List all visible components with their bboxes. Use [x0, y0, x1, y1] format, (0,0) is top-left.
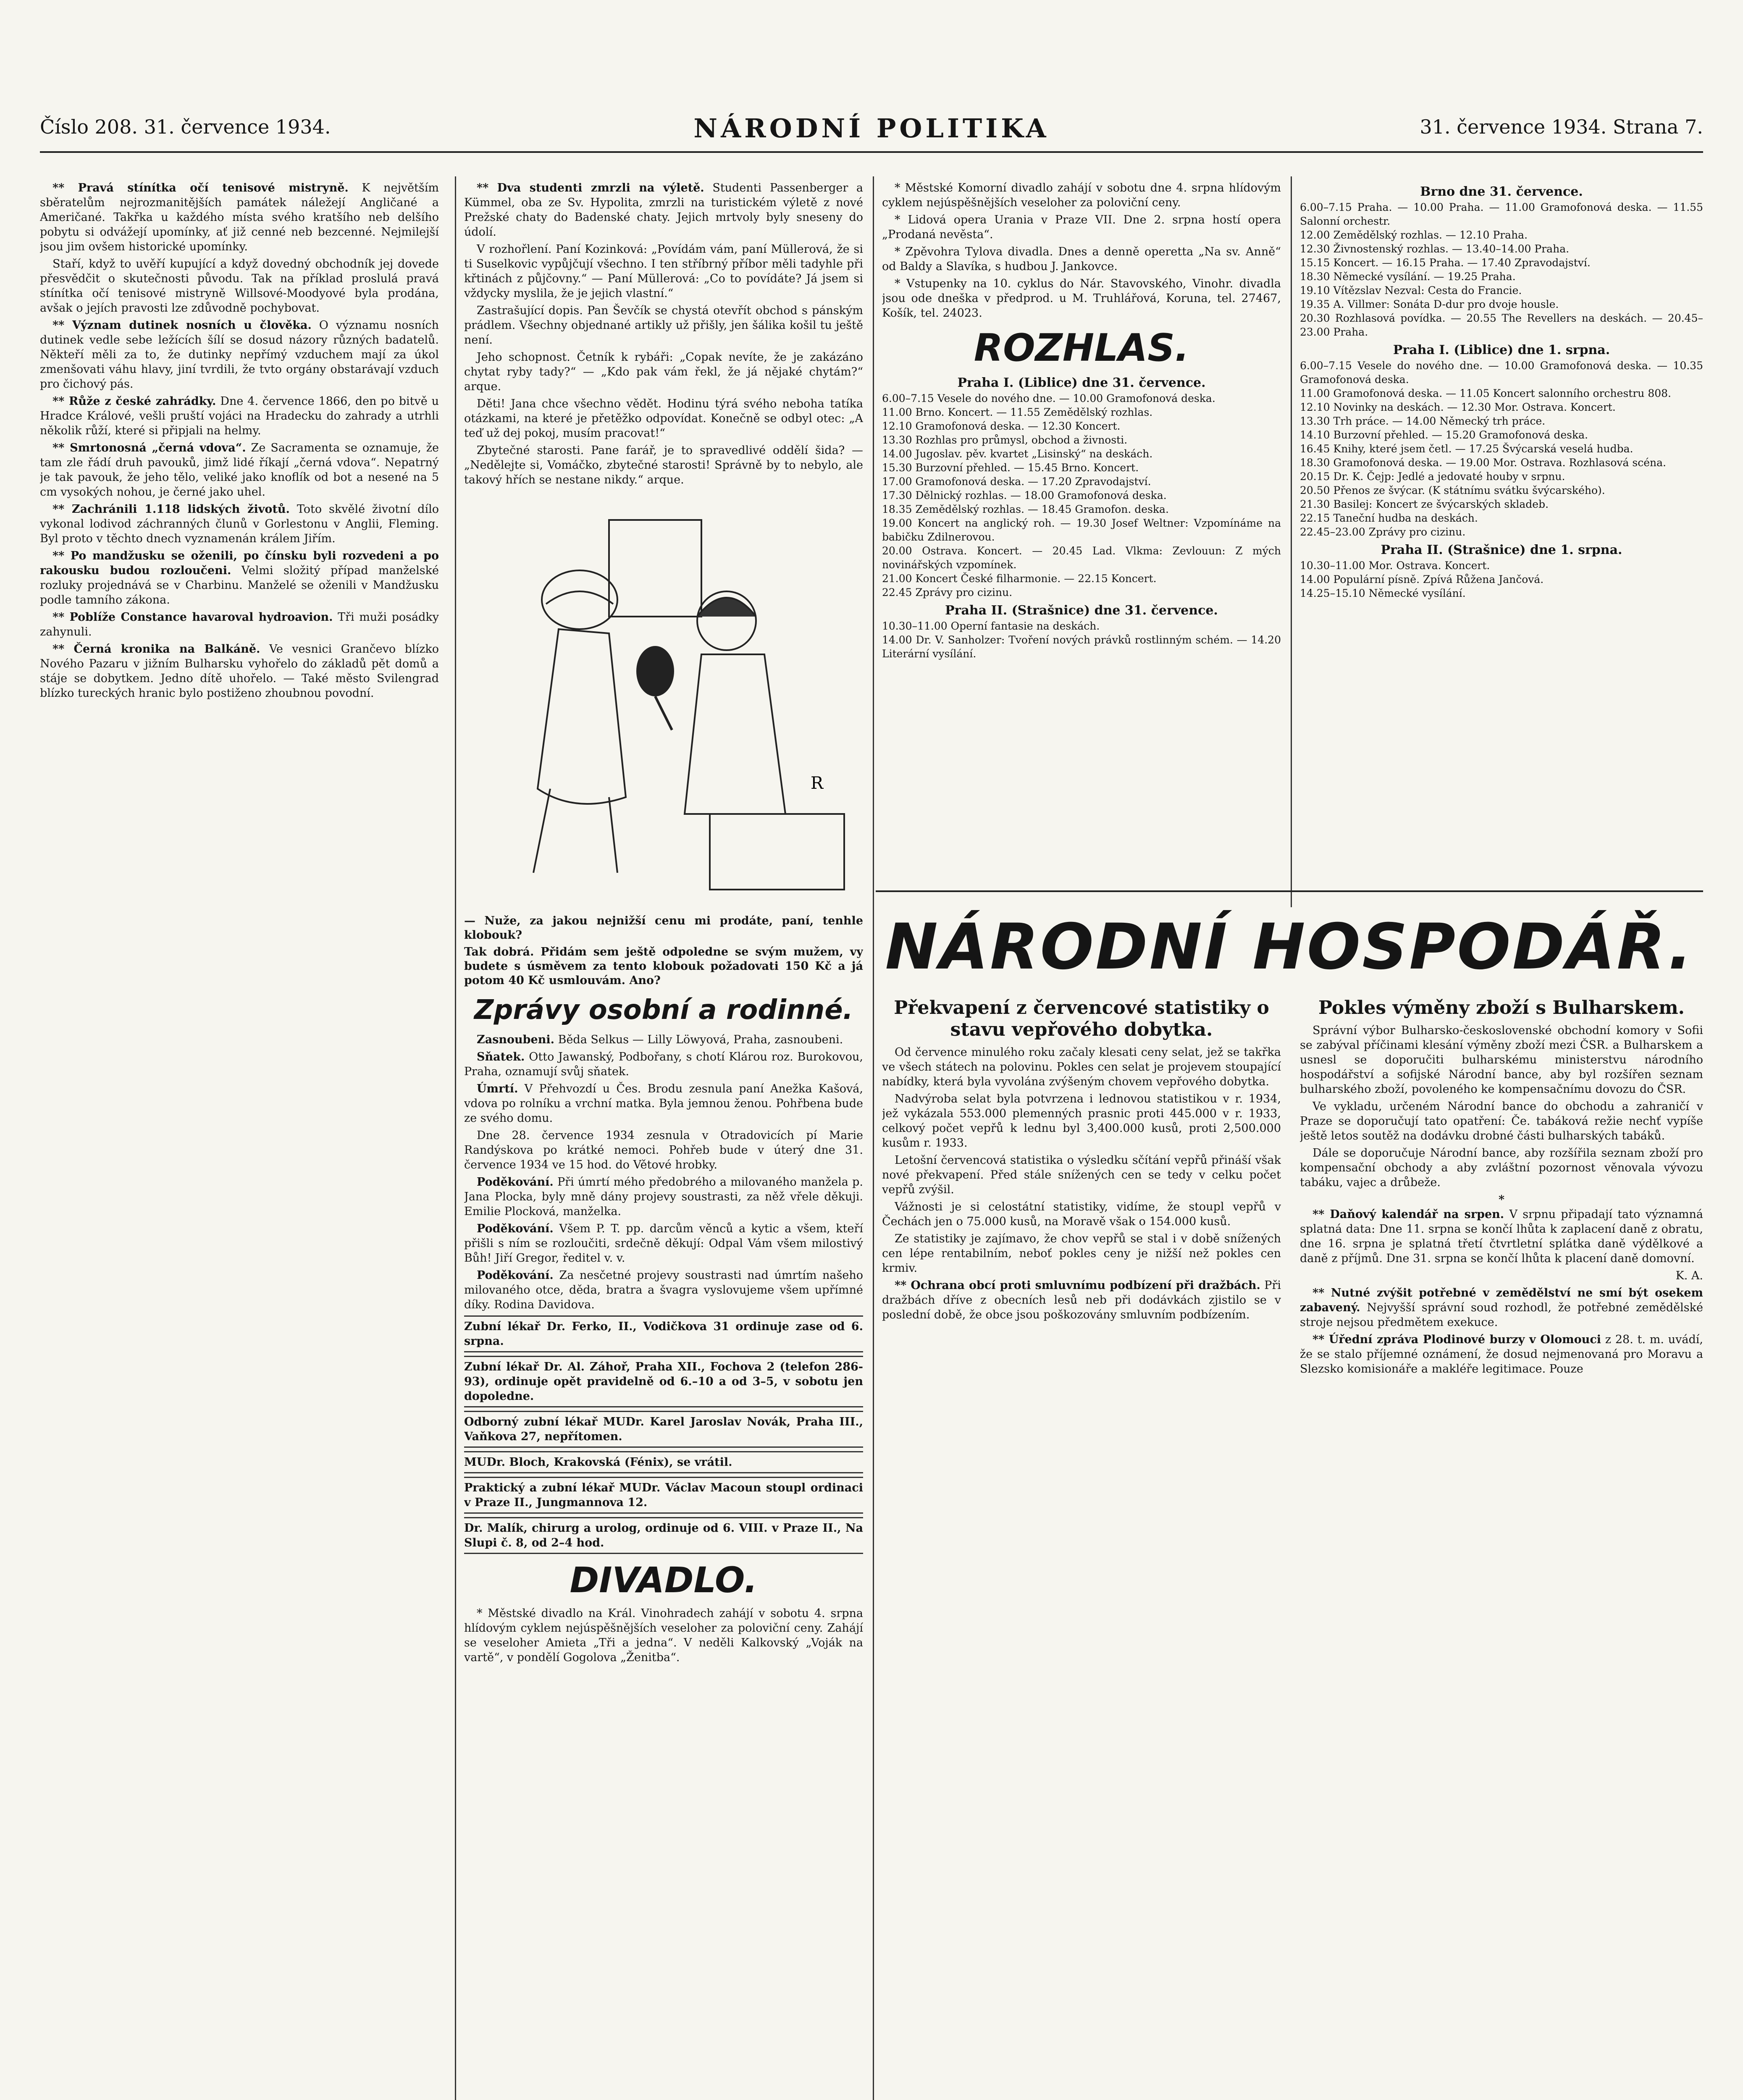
- newspaper-page: [40, 25, 1703, 2100]
- news-item: [40, 642, 439, 701]
- news-item: [40, 610, 439, 639]
- radio-program-item: 6.00–7.15 Vesele do nového dne. — 10.00 Gramofonová deska. — 10.35 Gramofonová deska.: [1300, 360, 1703, 386]
- radio-program-item: 17.00 Gramofonová deska. — 17.20 Zpravodajství.: [882, 475, 1151, 488]
- radio-program-item: 18.30 Gramofonová deska. — 19.00 Mor. Ostrava. Rozhlasová scéna.: [1300, 457, 1666, 469]
- news-item-text: Studenti Passenberger a Kümmel, oba ze Sv. Hypolita, zmrzli na turistickém výletě z nové Prežské chaty do Badenské chaty. Jejich mrtvoly byly sneseny do údolí.: [464, 181, 863, 239]
- radio-program-item: 12.00 Zemědělský rozhlas. — 12.10 Praha.: [1300, 229, 1528, 241]
- news-item-heading: ** Pravá stínítka očí tenisové mistryně.: [52, 181, 349, 194]
- personal-notice: [464, 1128, 863, 1172]
- radio-program-item: 22.45–23.00 Zprávy pro cizinu.: [1300, 526, 1466, 538]
- radio-program-item: 14.00 Dr. V. Sanholzer: Tvoření nových právků rostlinným schém. — 14.20 Literární vysílání.: [882, 634, 1281, 660]
- radio-program-item: 15.15 Koncert. — 16.15 Praha. — 17.40 Zpravodajství.: [1300, 257, 1591, 269]
- theatre-text: * Městské divadlo na Král. Vinohradech zahájí v sobotu 4. srpna hlídovým cyklem nejúspěšnějších veseloher za poloviční ceny. Zahájí se veseloher Amieta „Tři a jedna“. V neděli Kalkovský „Voják na vartě“, v pondělí Gogolova „Ženitba“.: [464, 1607, 863, 1664]
- doctor-notice: Dr. Malík, chirurg a urolog, ordinuje od 6. VIII. v Praze II., Na Slupi č. 8, od 2–4 hod.: [464, 1517, 863, 1554]
- doctor-notice: Zubní lékař Dr. Ferko, II., Vodičkova 31 ordinuje zase od 6. srpna.: [464, 1315, 863, 1352]
- personal-notice-heading: Poděkování.: [477, 1269, 554, 1282]
- separator: *: [1498, 1193, 1505, 1206]
- personal-notice-heading: Poděkování.: [477, 1222, 554, 1235]
- radio-program-item: 13.30 Trh práce. — 14.00 Německý trh práce.: [1300, 415, 1546, 427]
- newspaper-title: NÁRODNÍ POLITIKA: [693, 113, 1050, 144]
- personal-notice-heading: Zasnoubeni.: [477, 1033, 555, 1046]
- radio-program-item: 22.15 Taneční hudba na deskách.: [1300, 512, 1478, 524]
- radio-program-item: 12.10 Gramofonová deska. — 12.30 Koncert.: [882, 420, 1121, 432]
- column-divider: [873, 176, 874, 2100]
- news-item: [464, 443, 863, 487]
- news-item-text: Ze Sacramenta se oznamuje, že tam zle řádí druh pavouků, jimž lidé říkají „černá vdova“. Nepatrný je tak pavouk, že jeho tělo, veliké jako knoflík od bot a nesené na 5 cm vysokých nohou, je černé jako uhel.: [40, 441, 439, 499]
- personal-notice-text: Všem P. T. pp. darcům věnců a kytic a všem, kteří přišli s ním se rozloučiti, srdečně děkují: Odpal Vám všem milostivý Bůh! Jiří Gregor, ředitel v. v.: [464, 1222, 863, 1265]
- economy-column-right: [1300, 991, 1703, 2100]
- cartoon-ad: Tak dobrá. Přidám sem ještě odpoledne se svým mužem, vy budete s úsměvem za tento klobouk požadovati 150 Kč a já potom 40 Kč usmlouvám. Ano?: [464, 945, 863, 987]
- notice-heading: ** Úřední zpráva Plodinové burzy v Olomouci: [1312, 1333, 1601, 1346]
- personal-notice-text: V Přehvozdí u Čes. Brodu zesnula paní Anežka Kašová, vdova po rolníku a vrchní matka. Byla jemnou ženou. Pohřbena bude ze svého domu.: [464, 1082, 863, 1125]
- radio-program-item: 20.00 Ostrava. Koncert. — 20.45 Lad. Vlkma: Zevlouun: Z mých novinářských vzpomínek.: [882, 545, 1281, 571]
- calendar-sign: K. A.: [1675, 1269, 1703, 1282]
- radio-program-item: 16.45 Knihy, které jsem četl. — 17.25 Švýcarská veselá hudba.: [1300, 443, 1633, 455]
- cartoon-caption: — Nuže, za jakou nejnižší cenu mi prodáte, paní, tenhle klobouk?: [464, 914, 863, 942]
- news-item: [40, 441, 439, 499]
- farm-machinery-note: [1300, 1286, 1703, 1330]
- radio-program-item: 11.00 Gramofonová deska. — 11.05 Koncert salonního orchestru 808.: [1300, 387, 1671, 399]
- radio-title: ROZHLAS.: [974, 326, 1189, 370]
- radio-program-item: 11.00 Brno. Koncert. — 11.55 Zemědělský rozhlas.: [882, 406, 1153, 418]
- economy-title: NÁRODNÍ HOSPODÁŘ.: [885, 911, 1694, 984]
- news-item: [40, 549, 439, 607]
- cartoon-illustration: [475, 495, 853, 906]
- personal-notice: [464, 1050, 863, 1079]
- column-1: [40, 181, 439, 2100]
- news-item-text: V rozhořlení. Paní Kozinková: „Povídám vám, paní Müllerová, že si ti Suselkovic vypůjčují všechno. I ten stříbrný příbor měli tadyhle při křtinách z půjčovny.“ — Paní Müllerová: „Co to povídáte? Já jsem si vždycky myslila, že je jejich vlastní.“: [464, 243, 863, 300]
- economy-column-left: [882, 991, 1281, 2100]
- personal-notice: [464, 1221, 863, 1265]
- radio-program-item: 19.10 Vítězslav Nezval: Cesta do Francie.: [1300, 284, 1522, 297]
- svg-text:R: R: [811, 774, 824, 793]
- personal-notice-text: Dne 28. července 1934 zesnula v Otradovicích pí Marie Randýskova po krátké nemoci. Pohřeb bude v úterý dne 31. července 1934 ve 15 hod. do Větové hrobky.: [464, 1129, 863, 1171]
- radio-program-item: 20.30 Rozhlasová povídka. — 20.55 The Revellers na deskách. — 20.45–23.00 Praha.: [1300, 312, 1703, 338]
- notice-text: z 28. t. m. uvádí, že se stalo příjemné oznámení, že dosud nejmenovaná pro Moravu a Slezsko komisionáře a makléře legitimace. Pouze: [1300, 1333, 1703, 1376]
- notice-heading: ** Ochrana obcí proti smluvnímu podbízení při dražbách.: [895, 1279, 1260, 1292]
- radio-day-heading: Praha I. (Liblice) dne 31. července.: [957, 375, 1206, 390]
- news-item: [464, 303, 863, 347]
- notice-heading: ** Nutné zvýšit potřebné v zemědělství ne smí být osekem zabavený.: [1300, 1286, 1703, 1314]
- radio-program-item: 15.30 Burzovní přehled. — 15.45 Brno. Koncert.: [882, 462, 1139, 474]
- news-item-text: Zbytečné starosti. Pane farář, je to spravedlivé oddělí šida? — „Nedělejte si, Vomáčko, zbytečné starosti! Správně by to nebylo, ale takový hřích se nestane nikdy.“ arque.: [464, 444, 863, 486]
- radio-program-item: 22.45 Zprávy pro cizinu.: [882, 586, 1013, 598]
- economy-rule: [876, 890, 1703, 892]
- radio-program-item: 17.30 Dělnický rozhlas. — 18.00 Gramofonová deska.: [882, 489, 1167, 501]
- radio-program-item: 6.00–7.15 Vesele do nového dne. — 10.00 Gramofonová deska.: [882, 392, 1215, 404]
- doctor-notice: Odborný zubní lékař MUDr. Karel Jaroslav Novák, Praha III., Vaňkova 27, nepřítomen.: [464, 1411, 863, 1448]
- article-paragraph: Nadvýroba selat byla potvrzena i lednovou statistikou v r. 1934, jež vykázala 553.000 plemenných prasnic proti 445.000 v r. 1933, celkový počet vepřů k lednu byl 3,400.000 kusů, proti 2,500.000 kusům r. 1933.: [882, 1092, 1281, 1150]
- column-divider: [1291, 176, 1292, 907]
- news-item-heading: ** Černá kronika na Balkáně.: [52, 643, 260, 656]
- personal-news-title: Zprávy osobní a rodinné.: [474, 995, 853, 1026]
- article-paragraph: Vážnosti je si celostátní statistiky, vidíme, že stoupl vepřů v Čechách jen o 75.000 kusů, na Moravě však o 154.000 kusů.: [882, 1200, 1281, 1228]
- article-paragraph: Ve vykladu, určeném Národní bance do obchodu a zahraničí v Praze se doporučují tato opatření: Če. tabáková režie nechť vypíše ještě letos soutěž na dodávku drobné části bulharských tabáků.: [1300, 1100, 1703, 1142]
- radio-program-item: 13.30 Rozhlas pro průmysl, obchod a živnosti.: [882, 434, 1128, 446]
- news-item-text: Velmi složitý případ manželské rozluky projednává se v Charbinu. Manželé se oženili v Mandžusku podle tamního zákona.: [40, 564, 439, 606]
- personal-notice: [464, 1032, 863, 1047]
- column-4: [1300, 181, 1703, 895]
- radio-program-item: 19.35 A. Villmer: Sonáta D-dur pro dvoje housle.: [1300, 298, 1559, 310]
- news-item: [40, 181, 439, 254]
- personal-notice-heading: Sňatek.: [477, 1050, 525, 1063]
- radio-program-item: 21.30 Basilej: Koncert ze švýcarských skladeb.: [1300, 498, 1549, 510]
- doctor-notice: Zubní lékař Dr. Al. Záhoř, Praha XII., Fochova 2 (telefon 286-93), ordinuje opět pravidelně od 6.–10 a od 3–5, v sobotu jen dopoledne.: [464, 1356, 863, 1407]
- theatre-notice: * Vstupenky na 10. cyklus do Nár. Stavovského, Vinohr. divadla jsou ode dneška v předprod. u M. Truhlářová, Koruna, tel. 27467, Košík, tel. 24023.: [882, 277, 1281, 320]
- news-item-text: Dne 4. července 1866, den po bitvě u Hradce Králové, vešli pruští vojáci na Hradecku do zahrady a utrhli několik růží, které si připjali na helmy.: [40, 395, 439, 437]
- news-item: [464, 396, 863, 441]
- news-item-heading: ** Po mandžusku se oženili, po čínsku byli rozvedeni a po rakousku budou rozloučeni.: [40, 549, 439, 577]
- news-item-text: Tři muži posádky zahynuli.: [40, 611, 439, 638]
- news-item-text: Děti! Jana chce všechno vědět. Hodinu týrá svého neboha tatíka otázkami, na které je přetěžko odpovídat. Konečně se odbyl otec: „A teď už dej pokoj, musím pracovat!“: [464, 397, 863, 440]
- article-paragraph: Letošní červencová statistika o výsledku sčítání vepřů přináší však nové překvapení. Před stále snížených cen se tedy v celku počet vepřů zvýšil.: [882, 1154, 1281, 1196]
- news-item: [40, 394, 439, 438]
- article-paragraph: Správní výbor Bulharsko-československé obchodní komory v Sofii se zabýval příčinami klesání výměny zboží mezi ČSR. a Bulharskem a usnesl se doporučiti bulharskému ministerstvu národního hospodářství a sofijské Národní bance, aby byl rozšířen seznam bulharského zboží, povoleného ke kompensačnímu dovozu do ČSR.: [1300, 1024, 1703, 1096]
- issue-number: Číslo 208. 31. července 1934.: [40, 116, 331, 138]
- news-item-heading: ** Dva studenti zmrzli na výletě.: [477, 181, 704, 194]
- column-3: [882, 181, 1281, 895]
- tax-calendar: [1300, 1207, 1703, 1266]
- personal-notice: [464, 1175, 863, 1219]
- news-item: [464, 350, 863, 394]
- radio-program-item: 14.00 Populární písně. Zpívá Růžena Jančová.: [1300, 573, 1544, 585]
- theatre-title: DIVADLO.: [570, 1559, 758, 1601]
- radio-program-item: 14.00 Jugoslav. pěv. kvartet „Lisinský“ na deskách.: [882, 448, 1153, 460]
- theatre-notice: * Zpěvohra Tylova divadla. Dnes a denně operetta „Na sv. Anně“ od Baldy a Slavíka, s hudbou J. Jankovce.: [882, 245, 1281, 273]
- personal-notice-text: Běda Selkus — Lilly Löwyová, Praha, zasnoubeni.: [554, 1033, 843, 1046]
- radio-program-item: 19.00 Koncert na anglický roh. — 19.30 Josef Weltner: Vzpomínáme na babičku Zdilnerovou.: [882, 517, 1281, 543]
- news-item-text: Staří, když to uvěří kupující a když dovedný obchodník jej dovede přesvědčit o skutečnosti původu. Tak na příklad proslulá pravá stínítka očí tenisové mistryně Willsové-Moodyové byla prodána, avšak o jejích pravosti lze zdůvodně pochybovat.: [40, 257, 439, 315]
- news-item-text: Zastrašující dopis. Pan Ševčík se chystá otevřít obchod s pánským prádlem. Všechny objednané artikly už přišly, jen šálika košil tu ještě není.: [464, 304, 863, 346]
- news-item: [40, 318, 439, 391]
- column-2: [464, 181, 863, 2100]
- notice-heading: ** Daňový kalendář na srpen.: [1312, 1208, 1504, 1221]
- personal-notice-heading: Úmrtí.: [477, 1082, 518, 1095]
- news-item: [464, 181, 863, 239]
- news-item-heading: ** Růže z české zahrádky.: [52, 395, 216, 408]
- personal-notice: [464, 1082, 863, 1126]
- news-item-text: Ve vesnici Grančevo blízko Nového Pazaru v jižním Bulharsku vyhořelo do základů pět domů a stáje se dobytkem. Jedno dítě uhořelo. — Také město Svilengrad blízko tureckých hranic bylo postiženo zhoubnou povodní.: [40, 643, 439, 700]
- radio-program-item: 18.30 Německé vysílání. — 19.25 Praha.: [1300, 270, 1516, 283]
- article-paragraph: Ze statistiky je zajímavo, že chov vepřů se stal i v době snížených cen lépe rentabilním, neboť pokles ceny je nižší než pokles cen krmiv.: [882, 1232, 1281, 1275]
- masthead: [40, 113, 1703, 149]
- article-paragraph: Dále se doporučuje Národní bance, aby rozšířila seznam zboží pro kompensační obchody a aby zvláštní pozornost věnovala vývozu tabáku, vajec a drůbeže.: [1300, 1147, 1703, 1189]
- news-item: [40, 257, 439, 315]
- radio-program-item: 21.00 Koncert České filharmonie. — 22.15 Koncert.: [882, 572, 1157, 585]
- pork-article-title: Překvapení z červencové statistiky o stavu vepřového dobytka.: [894, 997, 1269, 1040]
- news-item-heading: ** Poblíže Constance havaroval hydroavion.: [52, 611, 333, 624]
- news-item-text: Jeho schopnost. Četník k rybáři: „Copak nevíte, že je zakázáno chytat ryby tady?“ — „Kdo pak vám řekl, že já nějaké chytám?“ arque.: [464, 351, 863, 393]
- news-item: [464, 242, 863, 301]
- radio-day-heading: Praha I. (Liblice) dne 1. srpna.: [1393, 343, 1610, 357]
- radio-program-item: 18.35 Zemědělský rozhlas. — 18.45 Gramofon. deska.: [882, 503, 1169, 515]
- personal-notice-text: Otto Jawanský, Podbořany, s chotí Klárou roz. Burokovou, Praha, oznamují svůj sňatek.: [464, 1050, 863, 1078]
- personal-notice-heading: Poděkování.: [477, 1176, 554, 1189]
- radio-program-item: 12.10 Novinky na deskách. — 12.30 Mor. Ostrava. Koncert.: [1300, 401, 1616, 413]
- page-number: 31. července 1934. Strana 7.: [1420, 116, 1703, 138]
- masthead-rule: [40, 151, 1703, 153]
- radio-day-heading: Praha II. (Strašnice) dne 1. srpna.: [1381, 543, 1622, 557]
- radio-program-item: 12.30 Živnostenský rozhlas. — 13.40–14.00 Praha.: [1300, 243, 1570, 255]
- radio-day-heading: Brno dne 31. července.: [1420, 184, 1583, 199]
- pork-note: [882, 1278, 1281, 1322]
- radio-program-item: 6.00–7.15 Praha. — 10.00 Praha. — 11.00 Gramofonová deska. — 11.55 Salonní orchestr.: [1300, 201, 1703, 227]
- personal-notice: [464, 1268, 863, 1312]
- radio-program-item: 20.50 Přenos ze švýcar. (K státnímu svátku švýcarského).: [1300, 484, 1605, 496]
- article-paragraph: Od července minulého roku začaly klesati ceny selat, jež se takřka ve všech státech na polovinu. Pokles cen selat je projevem stoupající nabídky, která byla vyvolána zvýšeným chovem vepřového dobytka.: [882, 1046, 1281, 1088]
- news-item-heading: ** Smrtonosná „černá vdova“.: [52, 441, 246, 454]
- notice-text: Při dražbách dříve z obecních lesů neb při dodávkách zjistilo se v poslední době, že obce jsou poškozovány smluvním podbízením.: [882, 1279, 1281, 1321]
- radio-program-item: 10.30–11.00 Mor. Ostrava. Koncert.: [1300, 559, 1490, 572]
- news-item-text: Toto skvělé životní dílo vykonal lodivod záchranných člunů v Gorlestonu v Anglii, Fleming. Byl proto v těchto dnech vyznamenán králem Jiřím.: [40, 503, 439, 545]
- notice-text: Nejvyšší správní soud rozhodl, že potřebné zemědělské stroje nejsou předmětem exekuce.: [1300, 1301, 1703, 1329]
- theatre-notice: * Městské Komorní divadlo zahájí v sobotu dne 4. srpna hlídovým cyklem nejúspěšnějších veseloher za poloviční ceny.: [882, 181, 1281, 209]
- radio-program-item: 10.30–11.00 Operní fantasie na deskách.: [882, 620, 1100, 632]
- doctor-notice: Praktický a zubní lékař MUDr. Václav Macoun stoupl ordinaci v Praze II., Jungmannova 12.: [464, 1477, 863, 1514]
- radio-day-heading: Praha II. (Strašnice) dne 31. července.: [945, 603, 1218, 618]
- grain-exchange-note: [1300, 1332, 1703, 1376]
- personal-notice-text: Za nesčetné projevy soustrasti nad úmrtím našeho milovaného otce, děda, bratra a švagra vyslovujeme všem upřímné díky. Rodina Davidova.: [464, 1269, 863, 1311]
- radio-program-item: 14.25–15.10 Německé vysílání.: [1300, 587, 1466, 599]
- news-item-heading: ** Zachránili 1.118 lidských životů.: [52, 503, 290, 516]
- news-item-text: O významu nosních dutinek vedle sebe ležících šílí se dosud názory různých badatelů. Někteří měli za to, že dutinky nepřímý vzduchem mají za úkol zmenšovati váhu hlavy, jiní tvrdili, že tvto orgány obstarávají vzduch pro čichový pás.: [40, 319, 439, 391]
- radio-program-item: 14.10 Burzovní přehled. — 15.20 Gramofonová deska.: [1300, 429, 1588, 441]
- column-divider: [455, 176, 456, 2100]
- radio-program-item: 20.15 Dr. K. Čejp: Jedlé a jedovaté houby v srpnu.: [1300, 470, 1565, 483]
- news-item: [40, 502, 439, 546]
- notice-text: V srpnu připadají tato významná splatná data: Dne 11. srpna se končí lhůta k zaplacení daně z obratu, dne 16. srpna je splatná třetí čtvrtletní splátka daně výdělkové a daně z příjmů. Dne 31. srpna se končí lhůta k placení daně domovní.: [1300, 1208, 1703, 1265]
- bulgaria-article-title: Pokles výměny zboží s Bulharskem.: [1318, 997, 1685, 1018]
- theatre-notice: * Lidová opera Urania v Praze VII. Dne 2. srpna hostí opera „Prodaná nevěsta“.: [882, 213, 1281, 241]
- doctor-notice: MUDr. Bloch, Krakovská (Fénix), se vrátil.: [464, 1451, 863, 1473]
- personal-notice-text: Při úmrtí mého předobrého a milovaného manžela p. Jana Plocka, byly mně dány projevy soustrasti, za něž vřele děkuji. Emilie Plocková, manželka.: [464, 1176, 863, 1218]
- news-item-heading: ** Význam dutinek nosních u člověka.: [52, 319, 312, 332]
- news-item-text: K největším sběratelům nejrozmanitějších památek náležejí Angličané a Američané. Takřka u každého místa svého kratšího neb delšího pobytu si odvážejí upomínky, ať již cenné neb bezcenné. Nejmilejší jsou jim ovšem historické upomínky.: [40, 181, 439, 253]
